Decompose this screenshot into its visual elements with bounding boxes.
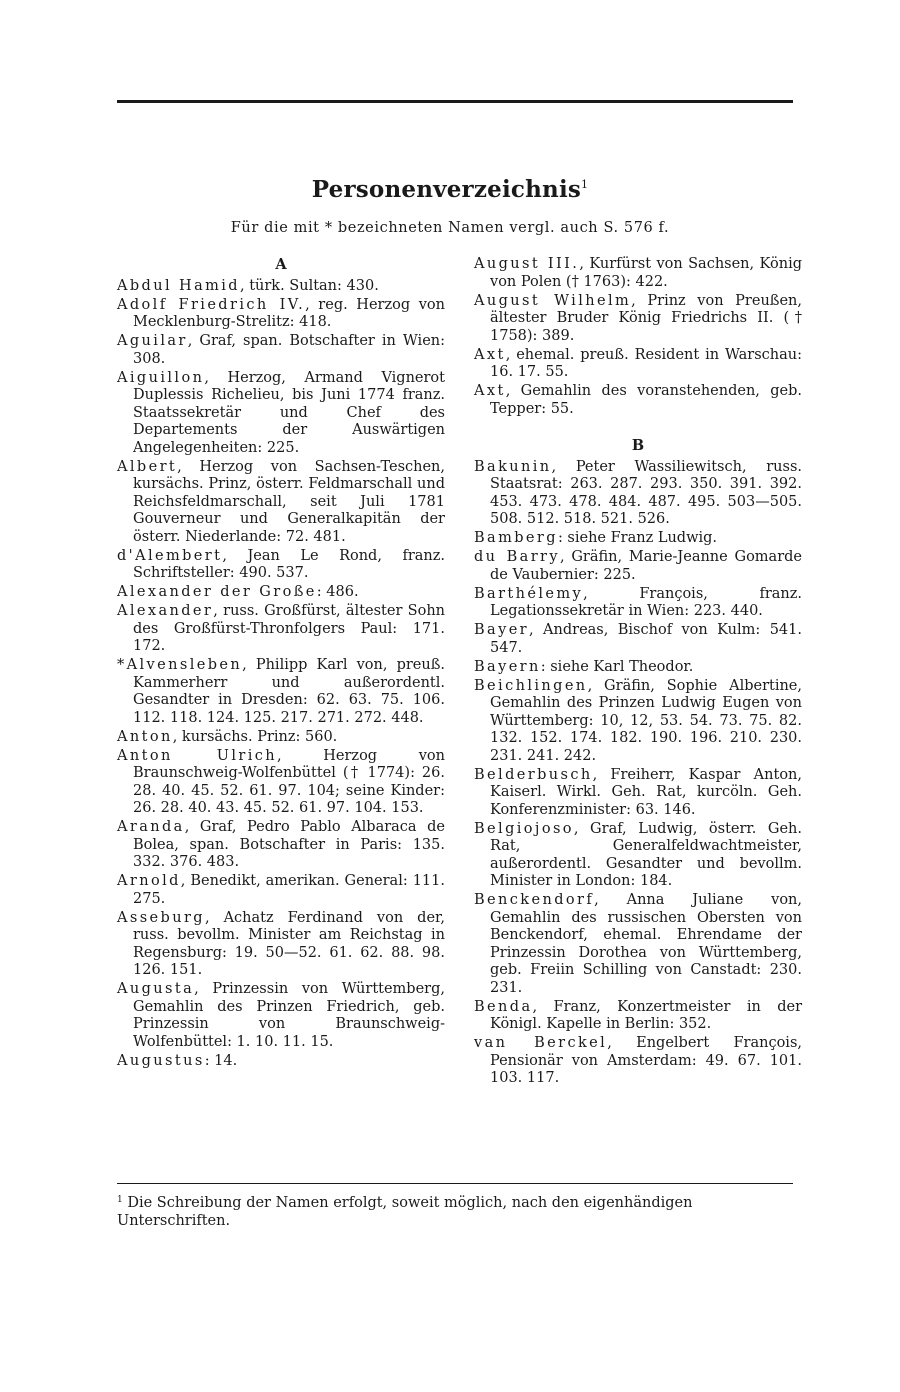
right-entry-list-a bbox=[474, 256, 802, 418]
entry-text: , Engelbert François, Pensionär von Amsterdam: 49. 67. 101. 103. 117. bbox=[490, 1035, 802, 1086]
entry-text: , Prinz von Preußen, ältester Bruder König Friedrichs II. († 1758): 389. bbox=[490, 292, 803, 344]
index-entry bbox=[474, 1035, 802, 1088]
entry-text: , russ. Großfürst, ältester Sohn des Großfürst-Thronfolgers Paul: 171. 172. bbox=[133, 603, 445, 654]
entry-text: , Gräfin, Sophie Albertine, Gemahlin des Prinzen Ludwig Eugen von Württemberg: 10, 12, 53. 54. 73. 75. 82. 132. 152. 174. 182. 190. 196. 210. 230. 231. 241. 242. bbox=[490, 677, 802, 764]
section-letter-b: B bbox=[631, 437, 645, 454]
page-subtitle: Für die mit * bezeichneten Namen vergl. auch S. 576 f. bbox=[230, 220, 670, 236]
page-title bbox=[0, 176, 900, 203]
footnote-mark: 1 bbox=[117, 1195, 123, 1205]
entry-name: Beichlingen bbox=[474, 677, 588, 694]
index-entry bbox=[474, 256, 802, 291]
entry-name: Anton bbox=[117, 728, 173, 745]
entry-text: , Graf, Ludwig, österr. Geh. Rat, Generalfeldwachtmeister, außerordentl. Gesandter und bevollm. Minister in London: 184. bbox=[490, 820, 802, 889]
entry-text: , Gemahlin des voranstehenden, geb. Tepper: 55. bbox=[490, 383, 802, 417]
entry-name: Asseburg bbox=[117, 909, 205, 926]
entry-text: , Achatz Ferdinand von der, russ. bevollm. Minister am Reichstag in Regensburg: 19. 50—52. 61. 62. 88. 98. 126. 151. bbox=[133, 909, 445, 978]
entry-text: , Graf, Pedro Pablo Albaraca de Bolea, span. Botschafter in Paris: 135. 332. 376. 483. bbox=[133, 819, 445, 870]
right-entry-list-b bbox=[474, 459, 802, 1088]
entry-name: Bayer bbox=[474, 622, 530, 638]
entry-text: , Anna Juliane von, Gemahlin des russischen Obersten von Benckendorf, ehemal. Ehrendame der Prinzessin Dorothea von Württemberg, geb. Freiin Schilling von Canstadt: 230. 231. bbox=[490, 892, 802, 996]
entry-name: Augustus bbox=[117, 1052, 205, 1069]
index-entry bbox=[117, 370, 445, 458]
index-entry bbox=[474, 892, 802, 997]
entry-name: van Berckel bbox=[474, 1035, 608, 1051]
entry-text: , Herzog von Braunschweig-Wolfenbüttel († 1774): 26. 28. 40. 45. 52. 61. 97. 104; seine Kinder: 26. 28. 40. 43. 45. 52. 61. 97. 104. 153. bbox=[133, 747, 445, 816]
index-entry bbox=[474, 659, 802, 677]
left-entry-list bbox=[117, 278, 445, 1071]
entry-text: , Benedikt, amerikan. General: 111. 275. bbox=[133, 873, 445, 907]
index-entry bbox=[117, 729, 445, 747]
index-entry bbox=[117, 819, 445, 872]
index-entry bbox=[117, 603, 445, 656]
entry-name: Augusta bbox=[117, 981, 195, 997]
entry-name: Benda bbox=[474, 998, 533, 1015]
index-entry bbox=[474, 678, 802, 766]
index-entry bbox=[117, 459, 445, 547]
entry-name: Belderbusch bbox=[474, 766, 593, 783]
index-entry bbox=[474, 530, 802, 548]
entry-name: August Wilhelm bbox=[474, 292, 632, 309]
index-entry bbox=[474, 622, 802, 657]
entry-name: Benckendorf bbox=[474, 892, 595, 908]
entry-text: , Andreas, Bischof von Kulm: 541. 547. bbox=[490, 622, 802, 656]
entry-name: *Alvensleben bbox=[117, 657, 243, 673]
entry-name: Bakunin bbox=[474, 458, 552, 475]
entry-text: , ehemal. preuß. Resident in Warschau: 16. 17. 55. bbox=[490, 346, 802, 380]
entry-text: : siehe Karl Theodor. bbox=[540, 658, 694, 675]
entry-name: Axt bbox=[474, 383, 506, 399]
entry-text: : 14. bbox=[204, 1052, 238, 1069]
entry-name: Bayern bbox=[474, 658, 541, 675]
footnote-rule bbox=[117, 1183, 793, 1184]
entry-name: Anton Ulrich bbox=[117, 747, 278, 764]
entry-name: d'Alembert bbox=[117, 547, 223, 564]
index-entry bbox=[474, 549, 802, 584]
index-entry bbox=[117, 333, 445, 368]
top-rule bbox=[117, 100, 793, 103]
entry-text: , Peter Wassiliewitsch, russ. Staatsrat: 263. 287. 293. 350. 391. 392. 453. 473. 478. 484. 487. 495. 503—505. 508. 512. 518. 521. 526. bbox=[490, 458, 802, 527]
entry-name: Abdul Hamid bbox=[117, 277, 240, 294]
entry-name: Bamberg bbox=[474, 530, 558, 546]
entry-text: , Philipp Karl von, preuß. Kammerherr und außerordentl. Gesandter in Dresden: 62. 63. 75. 106. 112. 118. 124. 125. 217. 271. 272. 448. bbox=[133, 657, 445, 726]
footnote bbox=[117, 1192, 793, 1230]
footnote-text: Die Schreibung der Namen erfolgt, soweit möglich, nach den eigenhändigen Unterschriften. bbox=[117, 1195, 693, 1229]
index-entry bbox=[117, 657, 445, 727]
entry-text: , Herzog von Sachsen-Teschen, kursächs. Prinz, österr. Feldmarschall und Reichsfeldmarschall, seit Juli 1781 Gouverneur und Generalkapitän der österr. Niederlande: 72. 481. bbox=[133, 458, 445, 545]
entry-name: Alexander bbox=[117, 603, 214, 619]
entry-name: Aguilar bbox=[117, 333, 188, 349]
index-entry bbox=[117, 548, 445, 583]
entry-text: , Herzog, Armand Vignerot Duplessis Richelieu, bis Juni 1774 franz. Staatssekretär und Chef des Departements der Auswärtigen Angelegenheiten: 225. bbox=[133, 369, 445, 456]
entry-text: , türk. Sultan: 430. bbox=[239, 277, 379, 294]
entry-text: , kursächs. Prinz: 560. bbox=[172, 728, 338, 745]
index-entry bbox=[117, 910, 445, 980]
index-entry bbox=[117, 584, 445, 602]
entry-text: , François, franz. Legationssekretär in Wien: 223. 440. bbox=[490, 585, 802, 619]
entry-text: , reg. Herzog von Mecklenburg-Strelitz: 418. bbox=[133, 296, 445, 330]
index-entry bbox=[117, 748, 445, 818]
entry-text: : 486. bbox=[316, 584, 359, 600]
entry-name: Axt bbox=[474, 346, 506, 363]
entry-name: Arnold bbox=[117, 873, 181, 889]
entry-text: , Graf, span. Botschafter in Wien: 308. bbox=[133, 333, 445, 367]
title-text: Personenverzeichnis bbox=[311, 176, 582, 203]
index-entry bbox=[474, 293, 802, 346]
entry-name: Barthélemy bbox=[474, 585, 584, 602]
entry-name: Adolf Friedrich IV. bbox=[117, 296, 306, 313]
entry-name: August III. bbox=[474, 256, 580, 272]
entry-text: , Jean Le Rond, franz. Schriftsteller: 490. 537. bbox=[133, 547, 445, 581]
entry-text: , Prinzessin von Württemberg, Gemahlin des Prinzen Friedrich, geb. Prinzessin von Braunschweig-Wolfenbüttel: 1. 10. 11. 15. bbox=[133, 981, 445, 1050]
index-entry bbox=[474, 999, 802, 1034]
index-entry bbox=[474, 586, 802, 621]
right-column bbox=[474, 256, 802, 1089]
index-entry bbox=[117, 1053, 445, 1071]
entry-name: Albert bbox=[117, 458, 178, 475]
index-entry bbox=[474, 821, 802, 891]
entry-name: du Barry bbox=[474, 549, 560, 565]
index-entry bbox=[117, 873, 445, 908]
entry-name: Alexander der Große bbox=[117, 584, 317, 600]
index-entry bbox=[474, 347, 802, 382]
entry-text: : siehe Franz Ludwig. bbox=[557, 530, 718, 546]
entry-text: , Kurfürst von Sachsen, König von Polen († 1763): 422. bbox=[490, 256, 802, 290]
index-entry bbox=[474, 767, 802, 820]
index-entry bbox=[474, 459, 802, 529]
left-column bbox=[117, 256, 445, 1072]
index-entry bbox=[117, 297, 445, 332]
entry-name: Aranda bbox=[117, 819, 185, 835]
index-entry bbox=[117, 981, 445, 1051]
entry-text: , Gräfin, Marie-Jeanne Gomarde de Vaubernier: 225. bbox=[490, 549, 802, 583]
entry-text: , Franz, Konzertmeister in der Königl. Kapelle in Berlin: 352. bbox=[490, 998, 802, 1032]
section-letter-a: A bbox=[275, 256, 287, 273]
index-entry bbox=[117, 278, 445, 296]
entry-name: Aiguillon bbox=[117, 369, 205, 386]
entry-text: , Freiherr, Kaspar Anton, Kaiserl. Wirkl. Geh. Rat, kurcöln. Geh. Konferenzminister: 63. 146. bbox=[490, 766, 802, 818]
entry-name: Belgiojoso bbox=[474, 820, 574, 837]
title-footnote-mark: 1 bbox=[581, 178, 589, 191]
index-entry bbox=[474, 383, 802, 418]
